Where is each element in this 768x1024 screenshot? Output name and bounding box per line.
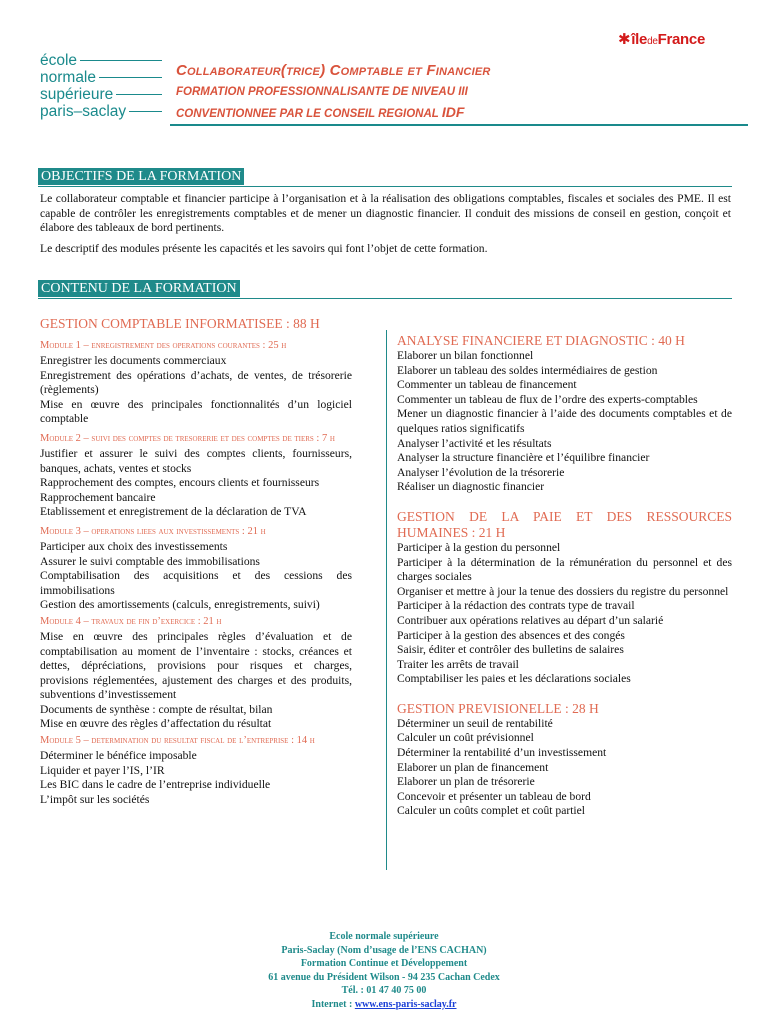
module-title: Module 5 – determination du resultat fiscal de l’entreprise : 14 h	[40, 735, 315, 747]
section-heading: CONTENU DE LA FORMATION	[38, 280, 240, 297]
section-title: ANALYSE FINANCIERE ET DIAGNOSTIC : 40 H	[397, 333, 685, 348]
list-item: Participer aux choix des investissements	[40, 539, 228, 553]
list-item: Rapprochement des comptes, encours clients et fournisseurs	[40, 476, 320, 490]
footer-internet: Internet : www.ens-paris-saclay.fr	[311, 998, 457, 1010]
list-item: Participer à la détermination de la rémunération du personnel et des charges sociales	[397, 555, 732, 584]
list-item: Saisir, éditer et contrôler des bulletins de salaires	[397, 643, 624, 657]
right-column	[397, 333, 732, 819]
list-item: Contribuer aux opérations relatives au départ d’un salarié	[397, 613, 664, 627]
module-title: Module 3 – operations liees aux investissements : 21 h	[40, 525, 266, 537]
iledefrance-logo: ✱îledeFrance	[618, 31, 705, 48]
logo-line: supérieure	[40, 86, 162, 103]
list-item: Justifier et assurer le suivi des comptes clients, fournisseurs, banques, achats, ventes et stocks	[40, 446, 352, 475]
list-item: Analyser l’évolution de la trésorerie	[397, 465, 565, 479]
footer-line: Paris-Saclay (Nom d’usage de l’ENS CACHAN)	[281, 944, 487, 956]
list-item: Assurer le suivi comptable des immobilisations	[40, 554, 260, 568]
list-item: Etablissement et enregistrement de la déclaration de TVA	[40, 505, 307, 519]
section-heading: OBJECTIFS DE LA FORMATION	[38, 168, 244, 185]
objectifs-paragraph-2: Le descriptif des modules présente les capacités et les savoirs qui font l’objet de cette formation.	[40, 242, 488, 255]
list-item: Calculer un coût prévisionnel	[397, 731, 534, 745]
list-item: Traiter les arrêts de travail	[397, 657, 519, 671]
list-item: Mener un diagnostic financier à l’aide des documents comptables et de quelques ratios significatifs	[397, 407, 732, 435]
column-divider	[386, 330, 387, 870]
objectifs-paragraph: Le collaborateur comptable et financier participe à l’organisation et à la réalisation des obligations comptables, fiscales et sociales des PME. Il est capable de contrôler les enregistrements comptables et de mener un diagnostic financier. Il conduit des missions de conseil en gestion, conçoit et élabore des tableaux de bord pertinents.	[40, 192, 731, 234]
objectifs-banner	[38, 167, 732, 187]
logo-line: normale	[40, 69, 162, 86]
module-title: Module 2 – suivi des comptes de tresorerie et des comptes de tiers : 7 h	[40, 432, 335, 444]
logo-line: école	[40, 52, 162, 69]
footer-line: Formation Continue et Développement	[300, 958, 468, 970]
list-item: Comptabilisation des acquisitions et des cessions des immobilisations	[40, 569, 352, 597]
footer-line: Ecole normale supérieure	[329, 931, 439, 942]
list-item: Enregistrement des opérations d’achats, de ventes, de trésorerie (règlements)	[40, 368, 352, 397]
list-item: Gestion des amortissements (calculs, enregistrements, suivi)	[40, 598, 320, 612]
list-item: Analyser la structure financière et l’équilibre financier	[397, 451, 650, 465]
footer-address: 61 avenue du Président Wilson - 94 235 Cachan Cedex	[268, 971, 500, 983]
list-item: Les BIC dans le cadre de l’entreprise individuelle	[40, 778, 271, 792]
list-item: Mise en œuvre des principales fonctionnalités d’un logiciel comptable	[40, 397, 352, 426]
header-divider	[170, 124, 748, 126]
list-item: Commenter un tableau de financement	[397, 378, 577, 392]
list-item: Participer à la rédaction des contrats type de travail	[397, 599, 635, 613]
document-subtitle: FORMATION PROFESSIONNALISANTE DE NIVEAU III	[176, 86, 468, 98]
list-item: Participer à la gestion des absences et des congés	[397, 628, 625, 642]
list-item: Déterminer un seuil de rentabilité	[397, 716, 553, 730]
list-item: Réaliser un diagnostic financier	[397, 480, 545, 494]
footer	[0, 930, 768, 1012]
list-item: Analyser l’activité et les résultats	[397, 436, 552, 450]
document-title: Collaborateur(trice) Comptable et Financier	[176, 62, 491, 79]
list-item: Elaborer un plan de financement	[397, 760, 549, 774]
module-title: Module 4 – travaux de fin d’exercice : 21 h	[40, 615, 222, 627]
list-item: Mise en œuvre des principales règles d’évaluation et de comptabilisation au moment de l’inventaire : stocks, créances et dettes, dépréciations, provisions pour risques et charges, provisions réglementées, ajustement des charges et des produits, subventions d’investissement	[40, 629, 352, 702]
left-column	[40, 316, 352, 807]
list-item: Elaborer un plan de trésorerie	[397, 775, 535, 789]
star-icon: ✱	[618, 31, 631, 48]
list-item: Participer à la gestion du personnel	[397, 540, 561, 554]
section-title: GESTION PREVISIONELLE : 28 H	[397, 700, 599, 716]
list-item: Rapprochement bancaire	[40, 490, 156, 504]
list-item: Déterminer la rentabilité d’un investissement	[397, 746, 607, 760]
module-title: Module 1 – enregistrement des operations courantes : 25 h	[40, 340, 287, 351]
section-title: GESTION DE LA PAIE ET DES RESSOURCES HUMAINES : 21 H	[397, 508, 732, 540]
list-item: Organiser et mettre à jour la tenue des dossiers du registre du personnel	[397, 584, 729, 598]
website-link[interactable]: www.ens-paris-saclay.fr	[354, 998, 457, 1010]
list-item: Liquider et payer l’IS, l’IR	[40, 763, 165, 777]
list-item: Calculer un coûts complet et coût partiel	[397, 804, 586, 818]
footer-phone: Tél. : 01 47 40 75 00	[341, 985, 427, 997]
document-subtitle-2: CONVENTIONNEE PAR LE CONSEIL REGIONAL IDF	[176, 104, 465, 120]
section-title: GESTION COMPTABLE INFORMATISEE : 88 H	[40, 316, 320, 331]
ens-logo	[40, 52, 162, 120]
list-item: Enregistrer les documents commerciaux	[40, 354, 227, 367]
contenu-banner	[38, 279, 732, 299]
logo-line: paris–saclay	[40, 103, 162, 120]
list-item: Commenter un tableau de flux de l’ordre des experts-comptables	[397, 392, 698, 406]
list-item: Elaborer un tableau des soldes intermédiaires de gestion	[397, 363, 658, 377]
list-item: L’impôt sur les sociétés	[40, 792, 150, 806]
list-item: Elaborer un bilan fonctionnel	[397, 349, 534, 362]
list-item: Déterminer le bénéfice imposable	[40, 749, 197, 763]
list-item: Documents de synthèse : compte de résultat, bilan	[40, 702, 273, 716]
list-item: Mise en œuvre des règles d’affectation du résultat	[40, 717, 272, 731]
list-item: Concevoir et présenter un tableau de bord	[397, 789, 591, 803]
list-item: Comptabiliser les paies et les déclarations sociales	[397, 672, 631, 686]
